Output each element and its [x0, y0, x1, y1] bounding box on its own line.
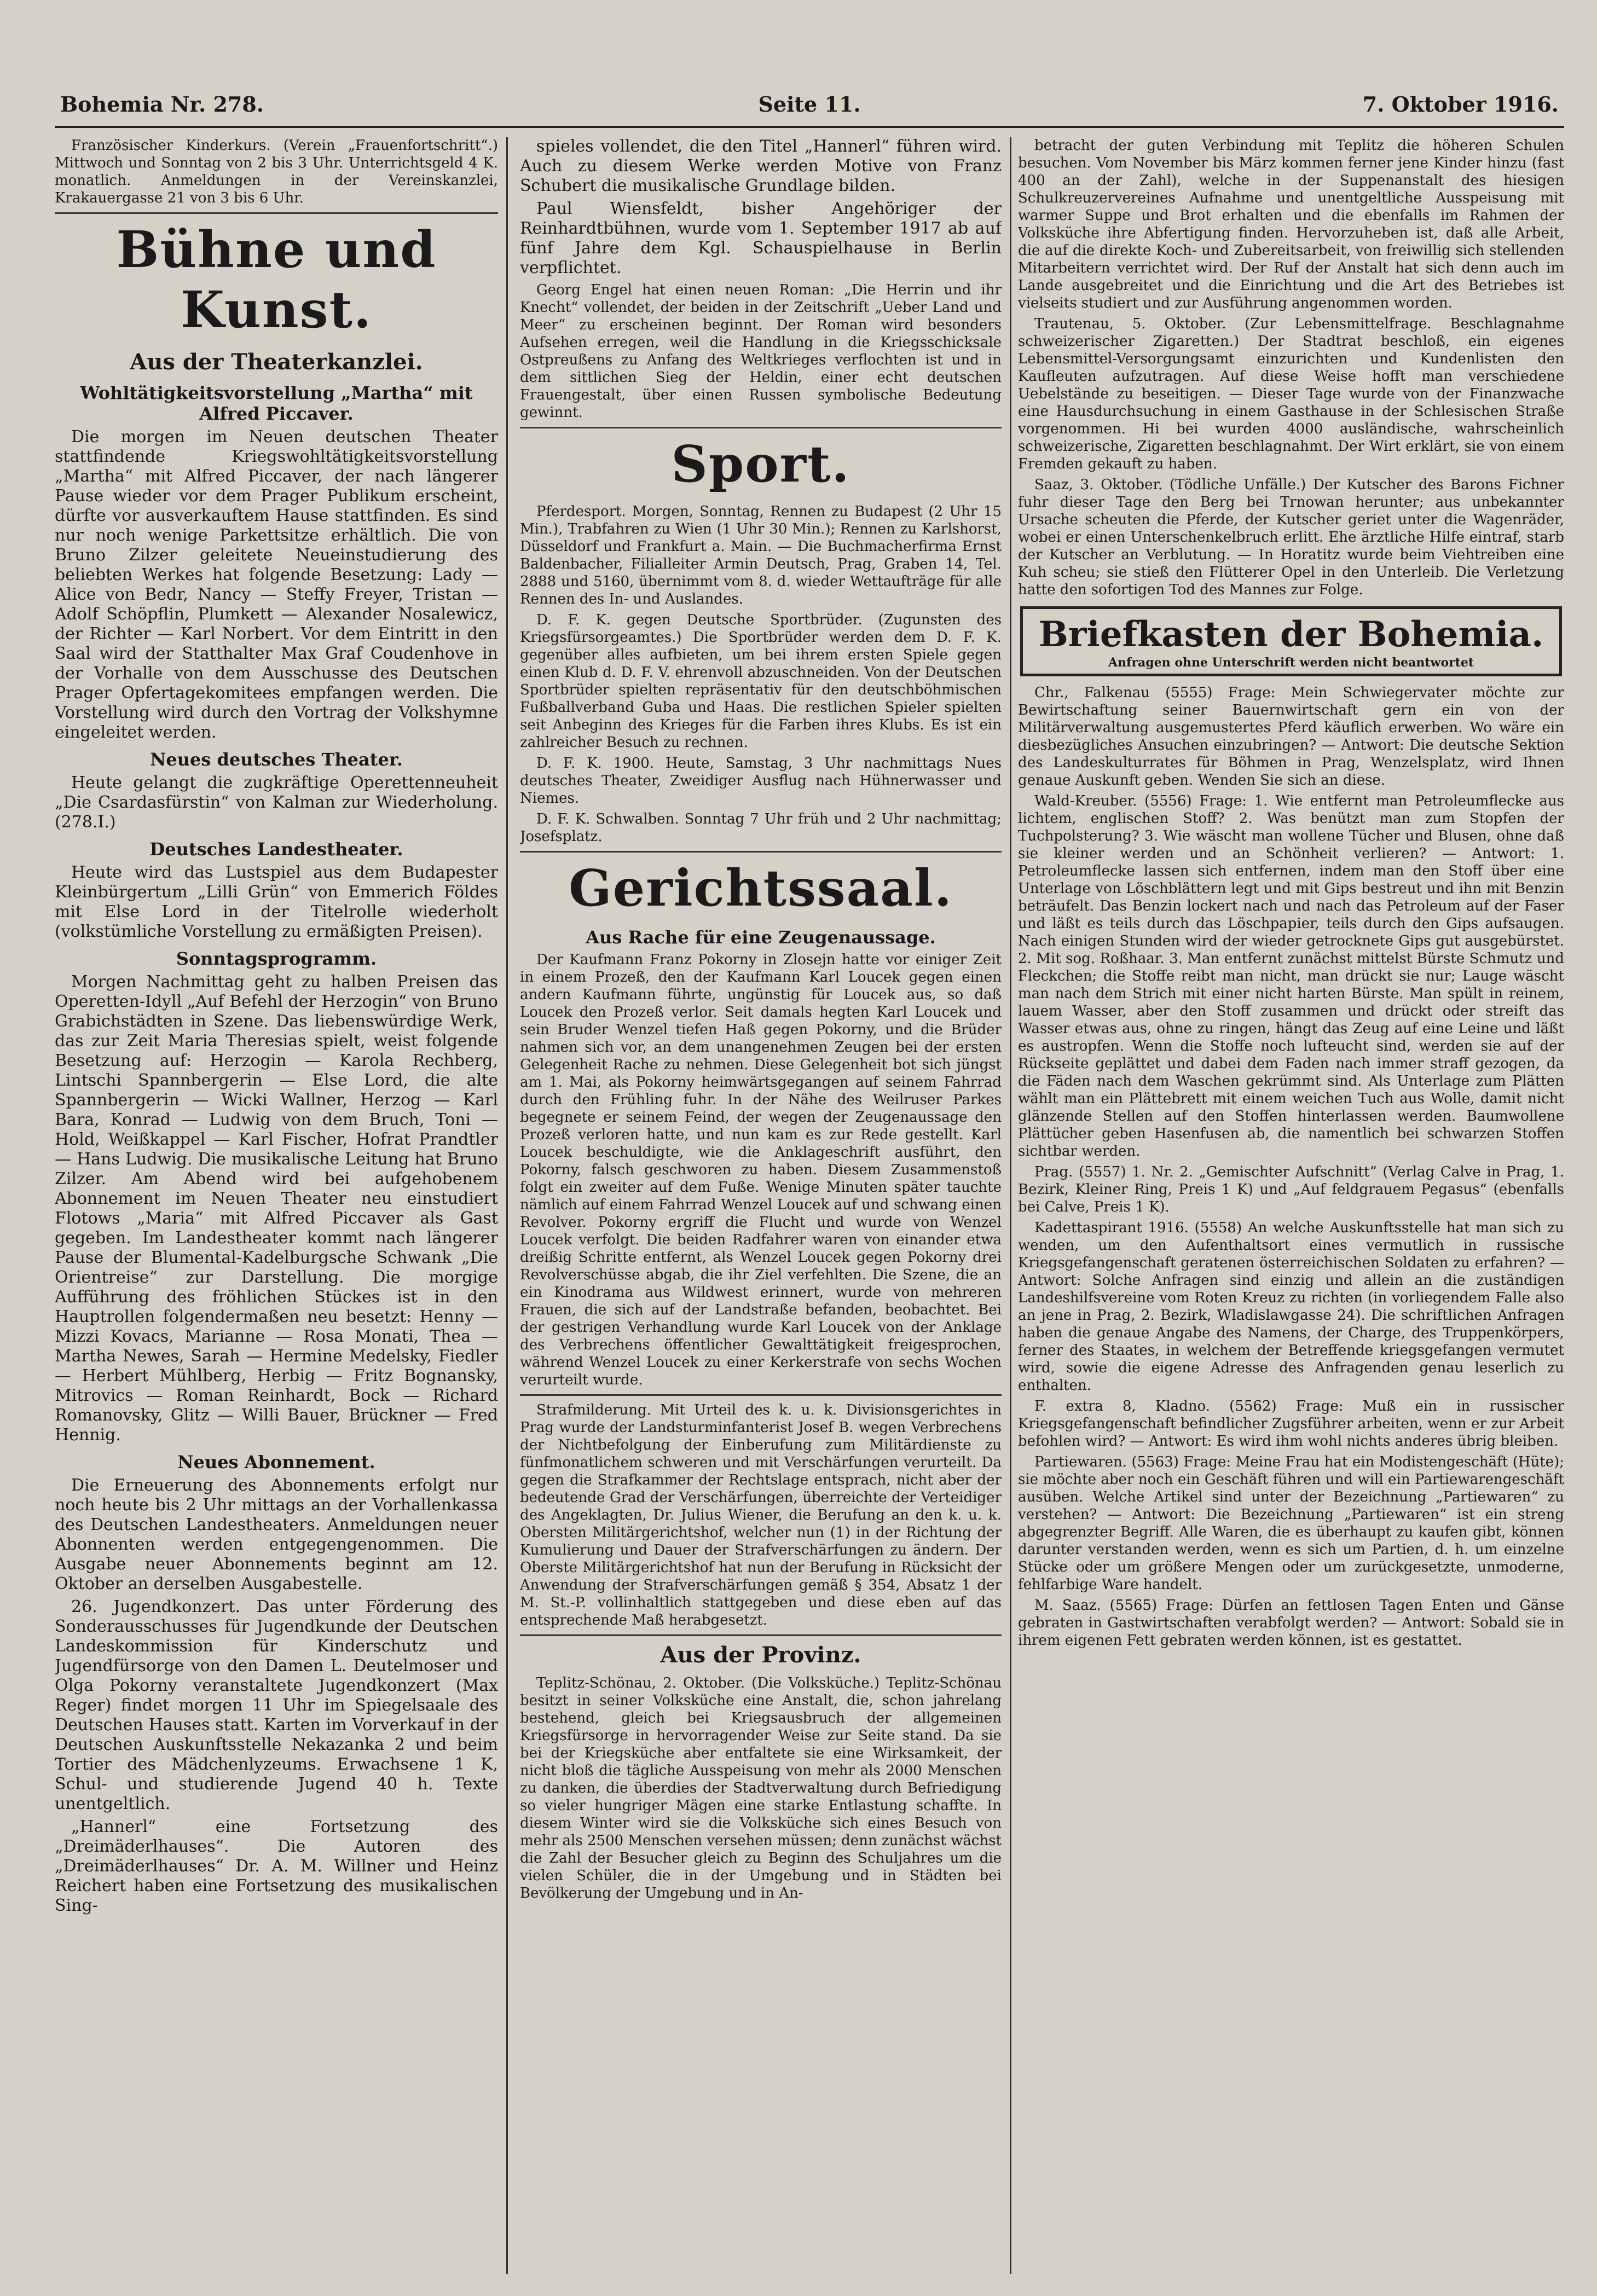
- article-heading: Deutsches Landestheater.: [149, 839, 403, 860]
- article-text: Strafmilderung. Mit Urteil des k. u. k. Divisionsgerichtes in Prag wurde der Landsturminfanterist Josef B. wegen Verbrechens der Nichtbefolgung der Einberufung zum Militärdienste zu fünfmonatlichem schweren und mit Verschärfungen verurteilt. Da gegen die Strafkammer der Rechtslage entsprach, nicht aber der bedeutende Grad der Verschärfungen, überreichte der Verteidiger des Angeklagten, Dr. Julius Wiener, die Berufung an den k. u. k. Obersten Militärgerichtshof, welcher nun (1) in der Richtung der Kumulierung und Dauer der Strafverschärfungen zu ändern. Der Oberste Militärgerichtshof hat nun der Berufung in Rücksicht der Anwendung der Strafverschärfungen gemäß § 354, Absatz 1 der M. St.-P. vollinhaltlich stattgegeben und diese eben auf das entsprechende Maß herabgesetzt.: [520, 1402, 1002, 1628]
- section-title: Sport.: [671, 434, 850, 494]
- header-left: Bohemia Nr. 278.: [60, 92, 264, 117]
- letter-entry: Wald-Kreuber. (5556) Frage: 1. Wie entfernt man Petroleumflecke aus lichtem, englischen Stoff? 2. Was benützt man zum Stopfen der Tuchpolsterung? 3. Wie wäscht man wollene Tücher und Blusen, ohne daß sie kleiner werden und an Schönheit verlieren? — Antwort: 1. Petroleumflecke lassen sich entfernen, indem man den Stoff über eine Unterlage von Löschblättern legt und mit Gips bestreut und ihn mit Benzin beträufelt. Das Benzin lockert nach und nach das Petroleum auf der Faser und läßt es teils durch das Löschpapier, teils durch den Gips aufsaugen. Nach einigen Stunden wird der wieder getrocknete Gips gut ausgebürstet. 2. Mit sog. Roßhaar. 3. Man entfernt zunächst mittelst Bürste Schmutz und Fleckchen; die Stoffe reibt man nicht, man drückt sie nur; Lauge wäscht man nach dem Strich mit einer nicht harten Bürste. Man spült in reinem, lauem Wasser, aber den Stoff zusammen und drückt oder streift das Wasser etwas aus, ohne zu ringen, hängt das Zeug auf eine Leine und läßt es austropfen. Wenn die Stoffe noch lufteucht sind, werden sie auf der Rückseite geplättet und dabei dem Faden nach immer straff gezogen, da die Fäden nach dem Waschen gekrümmt sind. Als Unterlage zum Plätten wählt man ein Plättebrett mit einem weichen Tuch aus Wolle, damit nicht glänzende Stellen auf den Stoffen hinterlassen werden. Baumwollene Plättücher geben Hasenfusen ab, die namentlich bei schwarzen Stoffen sichtbar werden.: [1018, 793, 1564, 1159]
- column-2: [520, 137, 1002, 2274]
- article-text: Heute wird das Lustspiel aus dem Budapester Kleinbürgertum „Lilli Grün“ von Emmerich Földes mit Else Lord in der Titelrolle wiederholt (volkstümliche Vorstellung zu ermäßigten Preisen).: [55, 863, 498, 941]
- article-text: D. F. K. Schwalben. Sonntag 7 Uhr früh und 2 Uhr nachmittag; Josefsplatz.: [520, 811, 1002, 845]
- page-header: [55, 82, 1564, 128]
- article-heading: Sonntagsprogramm.: [176, 948, 377, 969]
- section-title: Briefkasten der Bohemia.: [1038, 614, 1544, 655]
- divider: [520, 851, 1002, 853]
- article-heading: Aus Rache für eine Zeugenaussage.: [586, 927, 936, 948]
- article-text: „Hannerl“ eine Fortsetzung des „Dreimäderlhauses“. Die Autoren des „Dreimäderlhauses“ Dr. A. M. Willner und Heinz Reichert haben eine Fortsetzung des musikalischen Sing-: [55, 1817, 498, 1915]
- article-text: Morgen Nachmittag geht zu halben Preisen das Operetten-Idyll „Auf Befehl der Herzogin“ von Bruno Grabichstädten in Szene. Das liebenswürdige Werk, das zur Zeit Maria Theresias spielt, weist folgende Besetzung auf: Herzogin — Karola Rechberg, Lintschi Spannbergerin — Else Lord, die alte Spannbergerin — Wicki Wallner, Herzog — Karl Bara, Konrad — Ludwig von dem Bruch, Toni — Hold, Weißkappel — Karl Fischer, Hofrat Prandtler — Hans Ludwig. Die musikalische Leitung hat Bruno Zilzer. Am Abend wird bei aufgehobenem Abonnement im Neuen Theater neu einstudiert Flotows „Maria“ mit Alfred Piccaver als Gast gegeben. Im Landestheater kommt nach längerer Pause der Blumental-Kadelburgsche Schwank „Die Orientreise“ zur Darstellung. Die morgige Aufführung des fröhlichen Stückes ist in den Hauptrollen folgendermaßen neu besetzt: Henny — Mizzi Kovacs, Marianne — Rosa Monati, Thea — Martha Newes, Sarah — Hermine Medelsky, Fiedler — Herbert Mühlberg, Herbig — Fritz Bognansky, Mitrovics — Roman Reinhardt, Bock — Richard Romanovsky, Glitz — Willi Bauer, Brückner — Fred Hennig.: [55, 972, 498, 1445]
- section-title: Aus der Provinz.: [660, 1642, 861, 1668]
- article-text: 26. Jugendkonzert. Das unter Förderung des Sonderausschusses für Jugendkunde der Deutschen Landeskommission für Kinderschutz und Jugendfürsorge von den Damen L. Deutelmoser und Olga Pokorny veranstaltete Jugendkonzert (Max Reger) findet morgen 11 Uhr im Spiegelsaale des Deutschen Hauses statt. Karten im Vorverkauf in der Deutschen Auskunftsstelle Nekazanka 2 und beim Tortier des Mädchenlyzeums. Erwachsene 1 K, Schul- und studierende Jugend 40 h. Texte unentgeltlich.: [55, 1597, 498, 1813]
- header-right: 7. Oktober 1916.: [1362, 92, 1559, 117]
- article-heading: Neues Abonnement.: [177, 1452, 375, 1472]
- letter-entry: M. Saaz. (5565) Frage: Dürfen an fettlosen Tagen Enten und Gänse gebraten in Gastwirtschaften verabfolgt werden? — Antwort: Sobald sie in ihrem eigenen Fett gebraten werden können, ist es gestattet.: [1018, 1597, 1564, 1649]
- letter-entry: Kadettaspirant 1916. (5558) An welche Auskunftsstelle hat man sich zu wenden, um den Aufenthaltsort eines vermutlich in russische Kriegsgefangenschaft geratenen österreichischen Soldaten zu erfahren? — Antwort: Solche Anfragen sind einzig und allein an die zuständigen Landeshilfsvereine vom Roten Kreuz zu richten (in vorliegendem Falle also an jene in Prag, 2. Bezirk, Wladislawgasse 24). Die schriftlichen Anfragen haben die genaue Angabe des Namens, der Charge, des Truppenkörpers, ferner des Staates, in welchem der Betreffende kriegsgefangen vermutet wird, sowie die eigene Adresse des Anfragenden genau leserlich zu enthalten.: [1018, 1220, 1564, 1394]
- column-divider: [506, 137, 508, 2274]
- divider: [520, 427, 1002, 428]
- letter-entry: Chr., Falkenau (5555) Frage: Mein Schwiegervater möchte zur Bewirtschaftung seiner Bauernwirtschaft gern ein von der Militärverwaltung ausgemustertes Pferd käuflich erwerben. Wo wäre ein diesbezügliches Ansuchen einzubringen? — Antwort: Die deutsche Sektion des Landeskulturrates für Böhmen in Prag, Wenzelsplatz, wird Ihnen genaue Auskunft geben. Wenden Sie sich an diese.: [1018, 685, 1564, 788]
- section-subtitle: Anfragen ohne Unterschrift werden nicht beantwortet: [1108, 656, 1474, 670]
- article-text: Die morgen im Neuen deutschen Theater stattfindende Kriegswohltätigkeitsvorstellung „Martha“ mit Alfred Piccaver, der nach längerer Pause wieder vor dem Prager Publikum erscheint, dürfte vor ausverkauftem Hause stattfinden. Es sind nur noch wenige Parkettsitze erhältlich. Die von Bruno Zilzer geleitete Neueinstudierung des beliebten Werkes hat folgende Besetzung: Lady — Alice von Bedr, Nancy — Steffy Freyer, Tristan — Adolf Schöpflin, Plumkett — Alexander Nosalewicz, der Richter — Karl Norbert. Vor dem Eintritt in den Saal wird der Statthalter Max Graf Coudenhove in der Vorhalle von dem Ausschusse des Deutschen Prager Opfertagekomitees empfangen werden. Die Vorstellung wird durch den Vortrag der Volkshymne eingeleitet werden.: [55, 427, 498, 742]
- divider: [520, 1394, 1002, 1396]
- letter-entry: Prag. (5557) 1. Nr. 2. „Gemischter Aufschnitt“ (Verlag Calve in Prag, 1. Bezirk, Kleiner Ring, Preis 1 K) und „Auf feldgrauem Pegasus“ (ebenfalls bei Calve, Preis 1 K).: [1018, 1164, 1564, 1215]
- article-text: Teplitz-Schönau, 2. Oktober. (Die Volksküche.) Teplitz-Schönau besitzt in seiner Volksküche eine Anstalt, die, schon jahrelang bestehend, gleich bei Kriegsausbruch der allgemeinen Kriegsfürsorge in hervorragender Weise zur Seite stand. Da sie bei der Kriegsküche aber entfaltete sie eine Wirksamkeit, der nicht bloß die tägliche Ausspeisung von mehr als 2000 Menschen zu danken, die überdies der Stadtverwaltung durch Befriedigung so vieler hungriger Mägen eine starke Entlastung schaffte. In diesem Winter wird sie die Volksküche sich eines Besuch von mehr als 2500 Menschen versehen müssen; denn zunächst wächst die Zahl der Besucher gleich zu Beginn des Schuljahres um die vielen Schüler, die in der Umgebung und in Städten bei Bevölkerung der Umgebung und in An-: [520, 1675, 1002, 1901]
- article-text: D. F. K. gegen Deutsche Sportbrüder. (Zugunsten des Kriegsfürsorgeamtes.) Die Sportbrüder werden dem D. F. K. gegenüber alles aufbieten, um bei ihrem ersten Spiele gegen einen Klub d. D. F. V. ehrenvoll abzuschneiden. Von der Deutschen Sportbrüder spielten repräsentativ für den deutschböhmischen Fußballverband Guba und Haas. Die restlichen Spieler spielten seit Anbeginn des Krieges für die Farben ihres Klubs. Es ist ein zahlreicher Besuch zu rechnen.: [520, 612, 1002, 751]
- article-text: Paul Wiensfeldt, bisher Angehöriger der Reinhardtbühnen, wurde vom 1. September 1917 ab auf fünf Jahre dem Kgl. Schauspielhause in Berlin verpflichtet.: [520, 199, 1002, 277]
- column-1: [55, 137, 498, 2274]
- divider: [520, 1634, 1002, 1636]
- article-text: Saaz, 3. Oktober. (Tödliche Unfälle.) Der Kutscher des Barons Fichner fuhr dieser Tage den Berg bei Trnowan herunter; aus unbekannter Ursache scheuten die Pferde, der Kutscher geriet unter die Wagenräder, wobei er einen Unterschenkelbruch erlitt. Ehe ärztliche Hilfe eintraf, starb der Kutscher an Verblutung. — In Horatitz wurde beim Viehtreiben eine Kuh scheu; sie stieß den Flütterer Opel in den Unterleib. Die Verletzung hatte den sofortigen Tod des Mannes zur Folge.: [1018, 477, 1564, 598]
- article-text: Georg Engel hat einen neuen Roman: „Die Herrin und ihr Knecht“ vollendet, der beiden in der Zeitschrift „Ueber Land und Meer“ zu erscheinen beginnt. Der Roman wird besonders Aufsehen erregen, weil die Handlung in die Kriegsschicksale Ostpreußens zu Anfang des Weltkrieges verflochten ist und in dem sittlichen Sieg der Heldin, einer echt deutschen Frauengestalt, über einen Russen symbolische Bedeutung gewinnt.: [520, 282, 1002, 421]
- column-3: [1018, 137, 1564, 2274]
- header-center: Seite 11.: [758, 92, 861, 117]
- article-text: betracht der guten Verbindung mit Teplitz die höheren Schulen besuchen. Vom November bis März kommen ferner jene Kinder hinzu (fast 400 an der Zahl), welche in der Suppenanstalt des hiesigen Schulkreuzervereines Aufnahme und unentgeltliche Ausspeisung mit warmer Suppe und Brot erhalten und die ebenfalls im Rahmen der Volksküche ihre Abfertigung finden. Hervorzuheben ist, daß alle Arbeit, die auf die direkte Koch- und Zubereitsarbeit, von freiwillig sich stellenden Mitarbeitern verrichtet wird. Der Ruf der Anstalt hat sich denn auch im Lande ausgebreitet und die Einrichtung und die Art des Betriebes ist vielseits studiert und zur Ausführung angenommen worden.: [1018, 137, 1564, 311]
- section-title: Bühne und Kunst.: [116, 220, 437, 339]
- letter-entry: Partiewaren. (5563) Frage: Meine Frau hat ein Modistengeschäft (Hüte); sie möchte aber noch ein Geschäft führen und will ein Partiewarengeschäft ausüben. Welche Artikel sind unter der Bezeichnung „Partiewaren“ zu verstehen? — Antwort: Die Bezeichnung „Partiewaren“ ist ein streng abgegrenzter Begriff. Alle Waren, die es überhaupt zu kaufen gibt, können darunter verstanden werden, wenn es sich um Partien, d. h. um einzelne Stücke oder um größere Mengen oder um zurückgesetzte, unmoderne, fehlfarbige Ware handelt.: [1018, 1454, 1564, 1593]
- article-text: Die Erneuerung des Abonnements erfolgt nur noch heute bis 2 Uhr mittags an der Vorhallenkassa des Deutschen Landestheaters. Anmeldungen neuer Abonnenten werden entgegengenommen. Die Ausgabe neuer Abonnements beginnt am 12. Oktober an derselben Ausgabestelle.: [55, 1476, 498, 1593]
- briefkasten-header-box: [1020, 606, 1562, 676]
- letter-entry: F. extra 8, Kladno. (5562) Frage: Muß ein in russischer Kriegsgefangenschaft befindlicher Zugsführer arbeiten, wenn er zur Arbeit befohlen wird? — Antwort: Es wird ihm wohl nichts anderes übrig bleiben.: [1018, 1398, 1564, 1450]
- article-text: Heute gelangt die zugkräftige Operettenneuheit „Die Csardasfürstin“ von Kalman zur Wiederholung. (278.I.): [55, 773, 498, 832]
- article-text: Der Kaufmann Franz Pokorny in Zlosejn hatte vor einiger Zeit in einem Prozeß, den der Kaufmann Karl Loucek gegen einen andern Kaufmann führte, ungünstig für Loucek aus, so daß Loucek den Prozeß verlor. Seit damals hegten Karl Loucek und sein Bruder Wenzel tiefen Haß gegen Pokorny, und die Brüder nahmen sich vor, an dem unangenehmen Zeugen bei der ersten Gelegenheit Rache zu nehmen. Diese Gelegenheit bot sich jüngst am 1. Mai, als Pokorny heimwärtsgegangen auf seinem Fahrrad durch den Frühling fuhr. In der Nähe des Weilruser Parkes begegnete er seinem Feind, der wegen der Zeugenaussage den Prozeß verloren hatte, und nun kam es zur Rede gestellt. Karl Loucek beschuldigte, wie die Anklageschrift ausführt, den Pokorny, falsch geschworen zu haben. Diesem Zusammenstoß folgt ein zweiter auf dem Fuße. Wenige Minuten später tauchte nämlich auf einem Fahrrad Wenzel Loucek auf und schwang einen Revolver. Pokorny ergriff die Flucht und wurde von Wenzel Loucek verfolgt. Die beiden Radfahrer waren von einander etwa dreißig Schritte entfernt, als Wenzel Loucek gegen Pokorny drei Revolverschüsse abgab, die ihr Ziel verfehlten. Die Szene, die an ein Kinodrama aus Wildwest erinnert, wurde von mehreren Frauen, die sich auf der Landstraße befanden, beobachtet. Bei der gestrigen Verhandlung wurde Karl Loucek von der Anklage des Verbrechens öffentlicher Gewalttätigkeit freigesprochen, während Wenzel Loucek zu einer Kerkerstrafe von sechs Wochen verurteilt wurde.: [520, 952, 1002, 1388]
- article-text: D. F. K. 1900. Heute, Samstag, 3 Uhr nachmittags Nues deutsches Theater, Zweidiger Ausflug nach Hühnerwasser und Niemes.: [520, 755, 1002, 807]
- divider: [55, 212, 498, 214]
- article-heading: Neues deutsches Theater.: [150, 749, 403, 770]
- column-divider: [1010, 137, 1011, 2274]
- article-text: spieles vollendet, die den Titel „Hannerl“ führen wird. Auch zu diesem Werke werden Motive von Franz Schubert die musikalische Grundlage bilden.: [520, 137, 1002, 195]
- article-text: Pferdesport. Morgen, Sonntag, Rennen zu Budapest (2 Uhr 15 Min.), Trabfahren zu Wien (1 Uhr 30 Min.); Rennen zu Karlshorst, Düsseldorf und Frankfurt a. Main. — Die Buchmacherfirma Ernst Baldenbacher, Filialleiter Armin Deutsch, Prag, Graben 14, Tel. 2888 und 5160, übernimmt vom 8. d. wieder Wettaufträge für alle Rennen des In- und Auslandes.: [520, 503, 1002, 607]
- article-text: Trautenau, 5. Oktober. (Zur Lebensmittelfrage. Beschlagnahme schweizerischer Zigaretten.) Der Stadtrat beschloß, ein eigenes Lebensmittel-Versorgungsamt einzurichten und Kundenlisten den Kaufleuten aufzutragen. Auf diese Weise hofft man verschiedene Uebelstände zu beseitigen. — Dieser Tage wurde von der Finanzwache eine Hausdurchsuchung in einem Gasthause in der Schlesischen Straße vorgenommen. Hi bei wurden 4000 ausländische, wahrscheinlich schweizerische, Zigaretten beschlagnahmt. Der Wirt erklärt, sie von einem Fremden gekauft zu haben.: [1018, 316, 1564, 472]
- section-title: Gerichtssaal.: [569, 859, 953, 918]
- article-heading: Aus der Theaterkanzlei.: [130, 349, 423, 375]
- article-text: Französischer Kinderkurs. (Verein „Frauenfortschritt“.) Mittwoch und Sonntag von 2 bis 3 Uhr. Unterrichtsgeld 4 K. monatlich. Anmeldungen in der Vereinskanzlei, Krakauergasse 21 von 3 bis 6 Uhr.: [55, 137, 498, 206]
- article-heading: Wohltätigkeitsvorstellung „Martha“ mit Alfred Piccaver.: [80, 382, 473, 424]
